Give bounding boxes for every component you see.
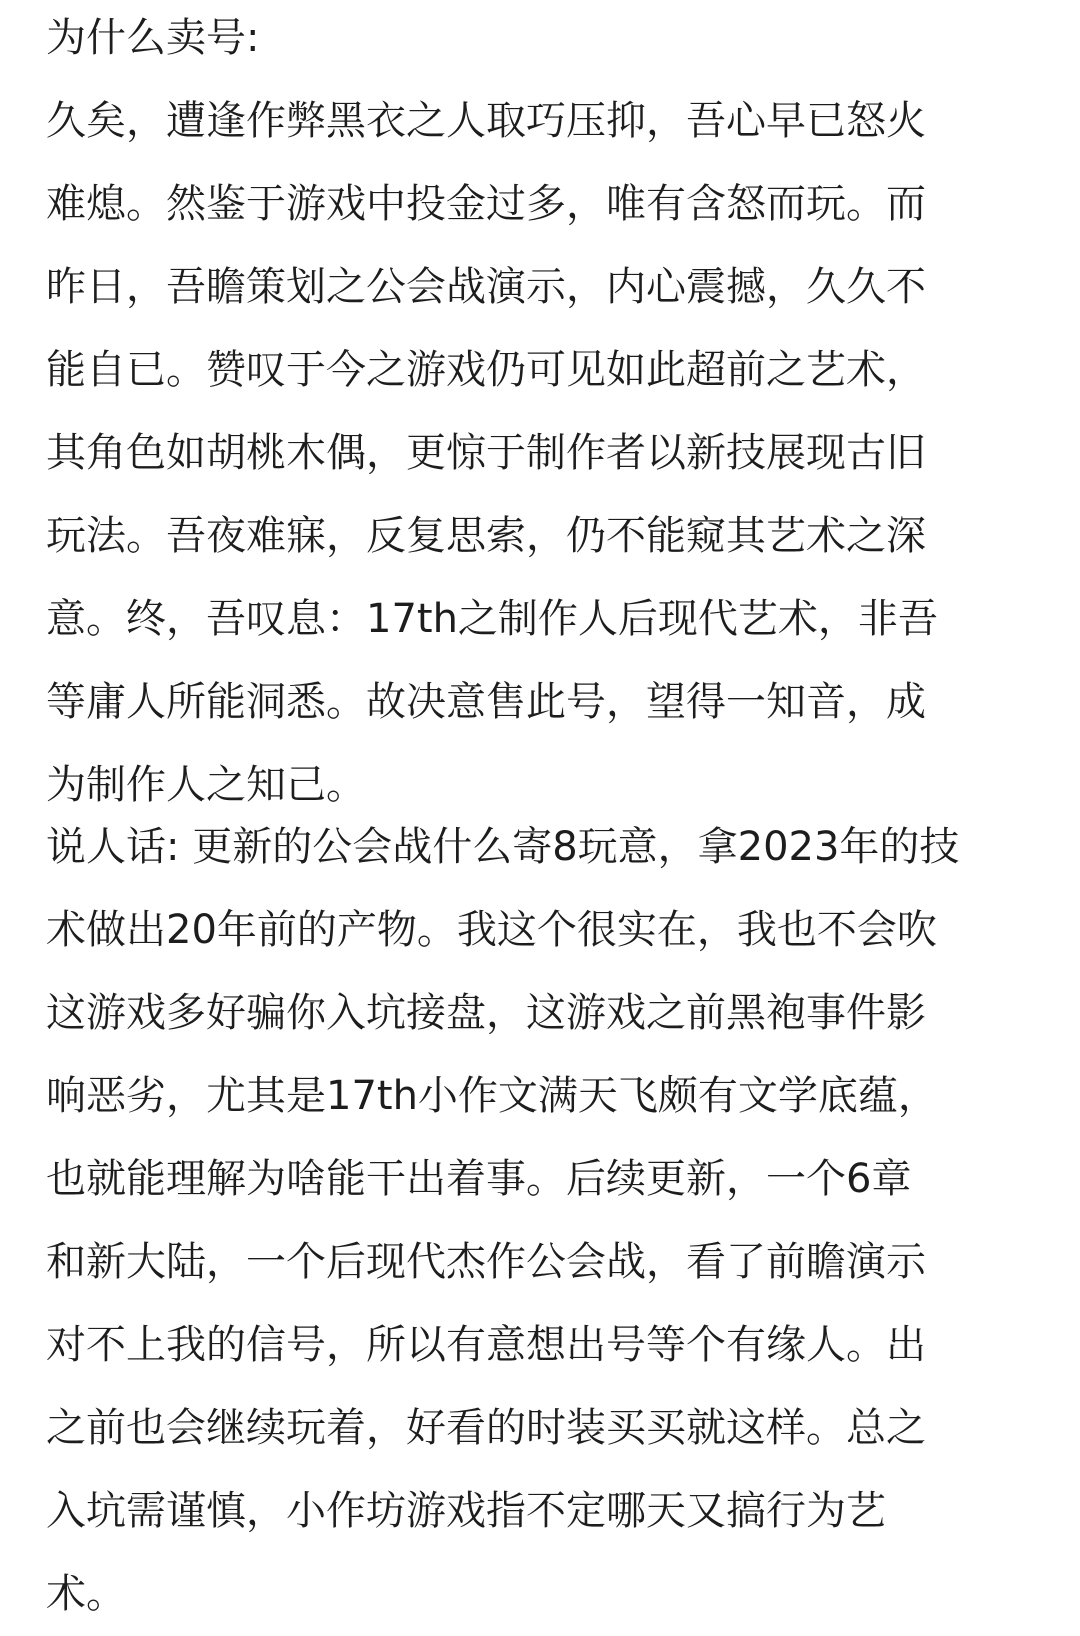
paragraph-line: 对不上我的信号，所以有意想出号等个有缘人。出 [46,1322,926,1368]
paragraph-line: 意。终，吾叹息：17th之制作人后现代艺术，非吾 [46,596,938,642]
paragraph-line: 其角色如胡桃木偶，更惊于制作者以新技展现古旧 [46,430,926,476]
paragraph-line: 也就能理解为啥能干出着事。后续更新，一个6章 [46,1156,912,1202]
paragraph-line: 之前也会继续玩着，好看的时装买买就这样。总之 [46,1405,926,1451]
paragraph-line: 入坑需谨慎，小作坊游戏指不定哪天又搞行为艺 [46,1488,886,1534]
paragraph-line: 为什么卖号: [46,15,260,61]
post-paragraph-why-selling [46,0,1036,827]
paragraph-line: 能自已。赞叹于今之游戏仍可见如此超前之艺术， [46,347,926,393]
paragraph-line: 等庸人所能洞悉。故决意售此号，望得一知音，成 [46,679,926,725]
paragraph-line: 久矣，遭逢作弊黑衣之人取巧压抑，吾心早已怒火 [46,98,926,144]
paragraph-line: 玩法。吾夜难寐，反复思索，仍不能窥其艺术之深 [46,513,926,559]
paragraph-line: 难熄。然鉴于游戏中投金过多，唯有含怒而玩。而 [46,181,926,227]
paragraph-line: 昨日，吾瞻策划之公会战演示，内心震撼，久久不 [46,264,926,310]
paragraph-line: 术。 [46,1571,126,1617]
post-paragraph-plain-speech [46,806,1036,1636]
paragraph-line: 响恶劣，尤其是17th小作文满天飞颇有文学底蕴， [46,1073,938,1119]
paragraph-line: 这游戏多好骗你入坑接盘，这游戏之前黑袍事件影 [46,990,926,1036]
paragraph-line: 为制作人之知己。 [46,762,366,808]
paragraph-line: 说人话: 更新的公会战什么寄8玩意，拿2023年的技 [46,824,960,870]
paragraph-line: 和新大陆，一个后现代杰作公会战，看了前瞻演示 [46,1239,926,1285]
paragraph-line: 术做出20年前的产物。我这个很实在，我也不会吹 [46,907,937,953]
